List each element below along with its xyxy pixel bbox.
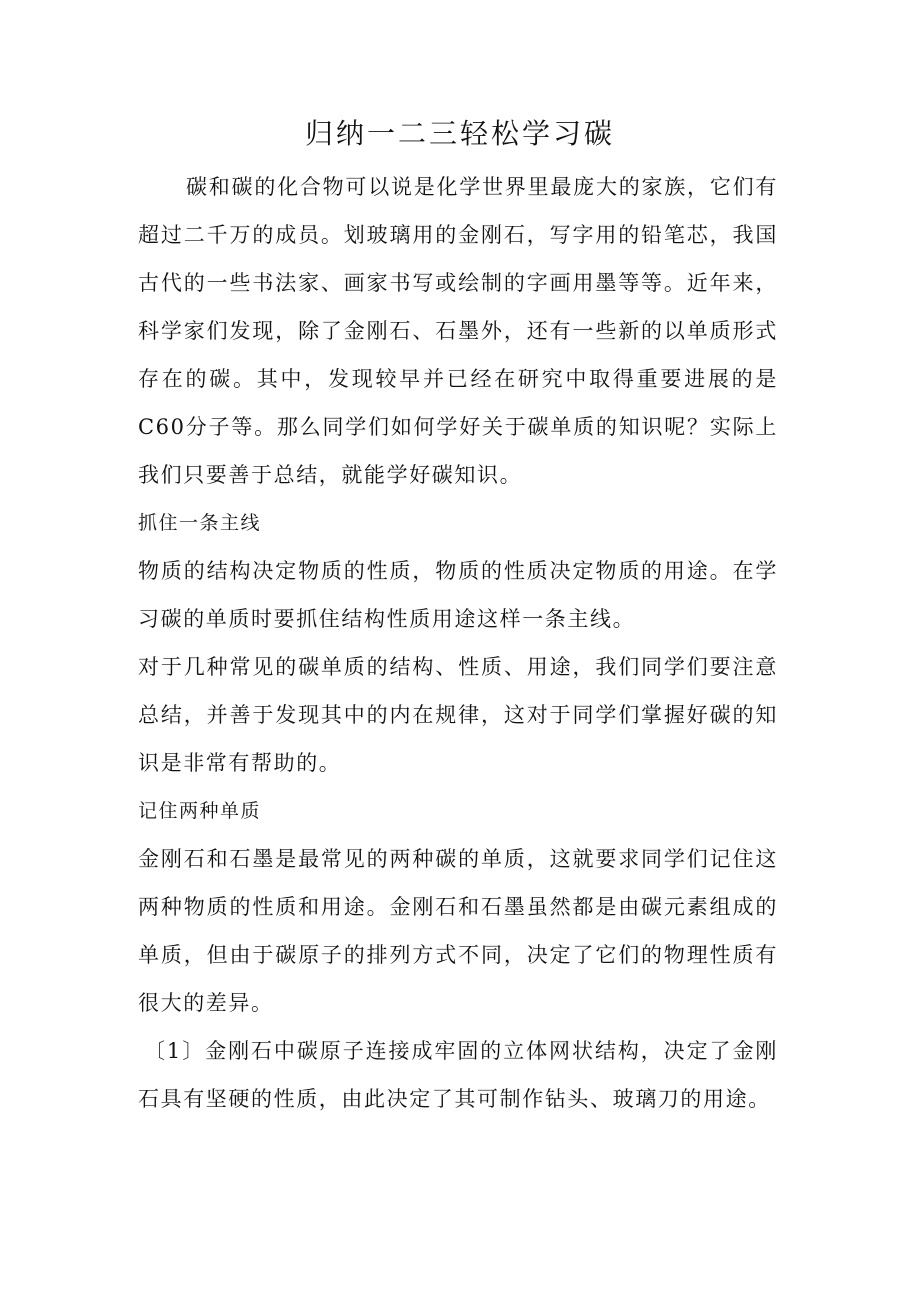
section2-item-1: 〔1〕金刚石中碳原子连接成牢固的立体网状结构，决定了金刚石具有坚硬的性质，由此决定了其可制作钻头、玻璃刀的用途。 — [138, 1039, 778, 1111]
section-heading-main-line: 抓住一条主线 — [138, 512, 262, 534]
document-title: 归纳一二三轻松学习碳 — [304, 117, 615, 150]
section2-paragraph-1: 金刚石和石墨是最常见的两种碳的单质，这就要求同学们记住这两种物质的性质和用途。金刚石和石墨虽然都是由碳元素组成的单质，但由于碳原子的排列方式不同，决定了它们的物理性质有很大的差异。 — [138, 847, 778, 1015]
section1-paragraph-1: 物质的结构决定物质的性质，物质的性质决定物质的用途。在学习碳的单质时要抓住结构性质用途这样一条主线。 — [138, 559, 778, 631]
section-heading-two-elements: 记住两种单质 — [138, 800, 262, 822]
document-body — [138, 163, 778, 1123]
intro-paragraph: 碳和碳的化合物可以说是化学世界里最庞大的家族，它们有超过二千万的成员。划玻璃用的金刚石，写字用的铅笔芯，我国古代的一些书法家、画家书写或绘制的字画用墨等等。近年来，科学家们发现，除了金刚石、石墨外，还有一些新的以单质形式存在的碳。其中，发现较早并已经在研究中取得重要进展的是C60分子等。那么同学们如何学好关于碳单质的知识呢？实际上我们只要善于总结，就能学好碳知识。 — [138, 175, 778, 487]
section1-paragraph-2: 对于几种常见的碳单质的结构、性质、用途，我们同学们要注意总结，并善于发现其中的内在规律，这对于同学们掌握好碳的知识是非常有帮助的。 — [138, 655, 778, 775]
